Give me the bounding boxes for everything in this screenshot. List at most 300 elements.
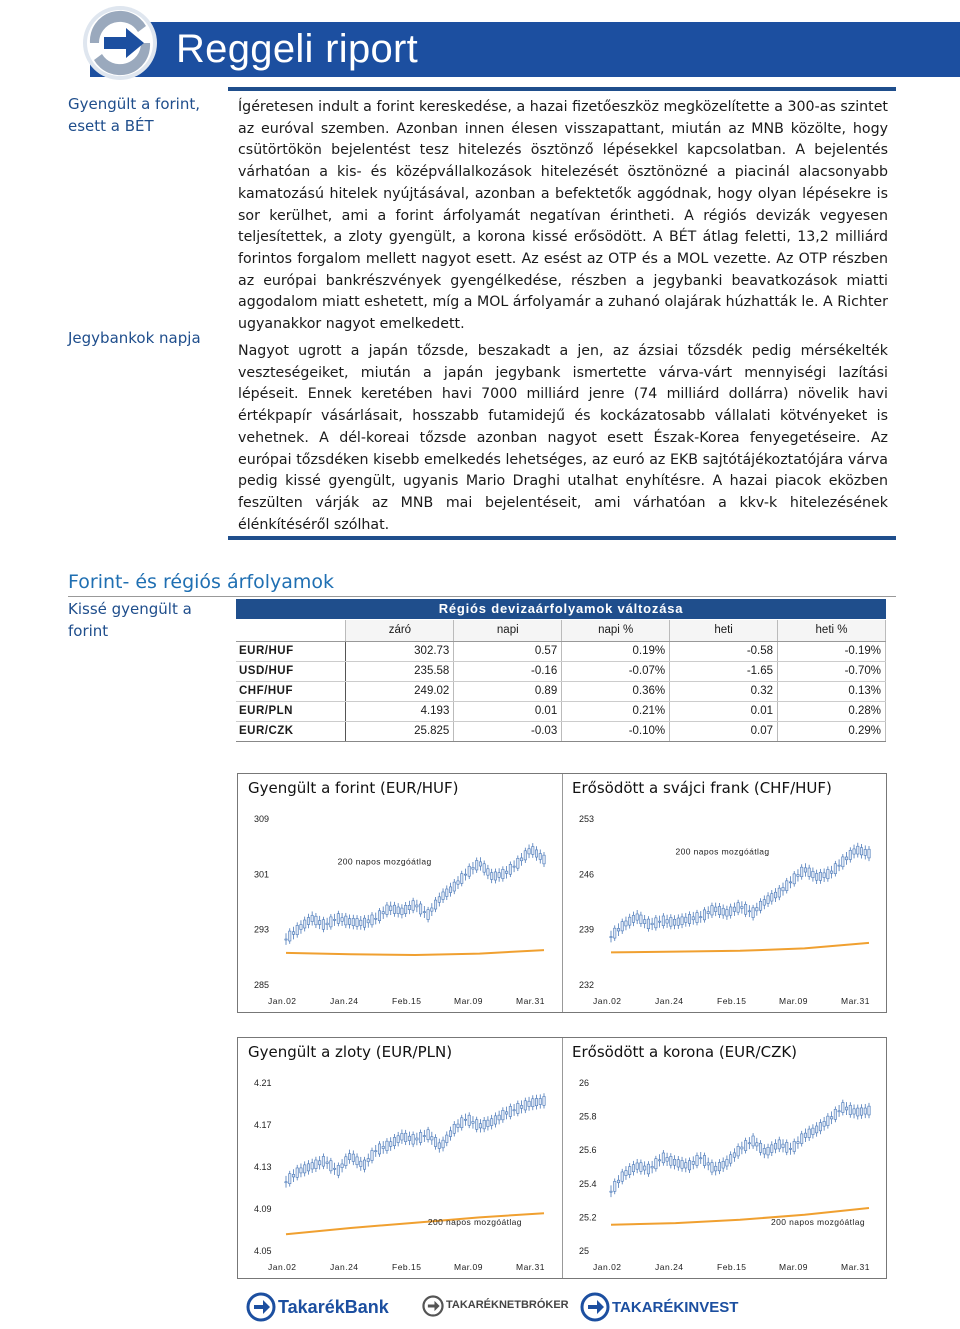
- price-candle-body: [812, 1128, 814, 1134]
- price-candle-body: [774, 892, 776, 898]
- price-candle-body: [487, 1120, 489, 1126]
- price-candle-body: [401, 908, 403, 914]
- price-candle-body: [509, 864, 511, 874]
- price-candle-body: [823, 1121, 825, 1126]
- table-cell: -0.10%: [562, 721, 670, 741]
- price-candle-body: [367, 920, 369, 923]
- price-candle-body: [700, 917, 702, 918]
- price-candle-body: [812, 871, 814, 877]
- price-candle-body: [326, 923, 328, 924]
- price-candle-body: [670, 1156, 672, 1165]
- table-cell: -0.16: [454, 661, 562, 681]
- brand-arrow-logo-icon: [74, 4, 166, 82]
- takarekbank-logo: [246, 1292, 396, 1322]
- table-cell: -0.19%: [778, 641, 886, 661]
- price-candle-body: [457, 881, 459, 884]
- price-candle-body: [412, 901, 414, 910]
- price-candle-body: [673, 919, 675, 925]
- price-candle-body: [296, 925, 298, 934]
- price-candle-body: [868, 849, 870, 858]
- price-candle-body: [849, 850, 851, 859]
- y-tick-label: 301: [254, 869, 270, 880]
- y-tick-label: 25.6: [579, 1145, 597, 1156]
- price-candle-body: [427, 910, 429, 920]
- price-candle-body: [505, 871, 507, 873]
- price-candle-body: [834, 1109, 836, 1119]
- price-candle-body: [498, 873, 500, 878]
- price-candle-body: [793, 874, 795, 884]
- chart-eurczk: [565, 1068, 885, 1276]
- price-candle-body: [431, 908, 433, 911]
- price-candle-body: [625, 1171, 627, 1176]
- price-candle-body: [363, 918, 365, 927]
- x-tick-label: Jan.02: [268, 996, 297, 1006]
- table-cell: EUR/PLN: [236, 701, 346, 721]
- price-candle-body: [487, 869, 489, 875]
- price-candle-body: [367, 1159, 369, 1162]
- table-cell: 4.193: [346, 701, 454, 721]
- price-candle-body: [543, 855, 545, 864]
- y-tick-label: 4.13: [254, 1162, 272, 1172]
- price-candle-body: [700, 1158, 702, 1159]
- price-candle-body: [464, 1119, 466, 1120]
- price-candle-body: [371, 915, 373, 925]
- x-tick-label: Feb.15: [717, 1262, 747, 1272]
- chart-title-eurhuf: Gyengült a forint (EUR/HUF): [248, 779, 459, 797]
- price-candle-body: [479, 862, 481, 866]
- price-candle-body: [509, 1106, 511, 1116]
- price-candle-body: [307, 918, 309, 925]
- price-candle-body: [797, 875, 799, 877]
- price-candle-body: [737, 903, 739, 912]
- moving-average-label: 200 napos mozgóátlag: [770, 1216, 865, 1227]
- price-candle-body: [830, 1117, 832, 1119]
- price-candle-body: [348, 919, 350, 925]
- side-label-central-banks: Jegybankok napja: [68, 329, 201, 347]
- price-candle-body: [318, 921, 320, 925]
- table-row: [236, 641, 886, 661]
- section-title: Forint- és régiós árfolyamok: [68, 571, 335, 593]
- price-candle-body: [532, 847, 534, 855]
- price-candle-body: [296, 1168, 298, 1177]
- price-candle-body: [449, 1131, 451, 1137]
- y-tick-label: 309: [254, 814, 270, 824]
- price-candle-body: [431, 1137, 433, 1140]
- price-candle-body: [330, 1161, 332, 1171]
- table-cell: 0.07: [670, 721, 778, 741]
- price-candle-body: [416, 905, 418, 907]
- panel-divider: [562, 774, 563, 1012]
- y-tick-label: 293: [254, 924, 270, 935]
- price-candle-body: [782, 887, 784, 890]
- price-candle-body: [741, 1147, 743, 1149]
- chart-title-eurczk: Erősödött a korona (EUR/CZK): [572, 1043, 798, 1061]
- price-candle-body: [786, 881, 788, 891]
- price-candle-body: [614, 1181, 616, 1191]
- x-tick-label: Mar.09: [779, 1262, 808, 1272]
- price-candle-body: [453, 1124, 455, 1133]
- price-candle-body: [752, 1136, 754, 1146]
- price-candle-body: [539, 1099, 541, 1105]
- table-cell: EUR/HUF: [236, 641, 346, 661]
- price-candle-body: [617, 1180, 619, 1183]
- price-candle-body: [446, 1135, 448, 1143]
- price-candle-body: [771, 1145, 773, 1153]
- moving-average-line: [611, 943, 869, 953]
- price-candle-body: [337, 1165, 339, 1175]
- price-candle-body: [797, 1142, 799, 1144]
- table-cell: -0.70%: [778, 661, 886, 681]
- price-candle-body: [423, 1136, 425, 1137]
- price-candle-body: [842, 857, 844, 867]
- price-candle-body: [412, 1135, 414, 1145]
- price-candle-body: [408, 905, 410, 909]
- price-candle-body: [610, 1191, 612, 1192]
- price-candle-body: [640, 915, 642, 924]
- price-candle-body: [303, 920, 305, 928]
- price-candle-body: [628, 917, 630, 925]
- price-candle-body: [714, 907, 716, 912]
- price-candle-body: [438, 897, 440, 902]
- price-candle-body: [285, 939, 287, 940]
- moving-average-label: 200 napos mozgóátlag: [337, 856, 432, 867]
- price-candle-body: [707, 1163, 709, 1165]
- price-candle-body: [703, 1155, 705, 1165]
- price-candle-body: [360, 920, 362, 925]
- takarekinvest-logo: [580, 1292, 739, 1322]
- news-paragraph-central-banks: Nagyot ugrott a japán tőzsde, beszakadt a jen, az ázsiai tőzsdék pedig mérsékelték veszteségeiket, miután a japán jegybank ismertette várva-várt mennyiségi lazítási lépéseit. Ennek keretében havi 7000 milliárd jenre (74 milliárd dollárra) növelik havi értékpapír vásárlásait, hosszabb futamidejű és kockázatosabb vállalati kötvényeket is vehetnek. A dél-koreai tőzsde azonban nagyot esett Észak-Korea fenyegetéseire. Az európai tőzsdéken kisebb emelkedés lehetséges, az euró az EKB sajtótájékoztatójára várva pedig kissé gyengült, ugyanis Mario Draghi utalhat enyhítésre. A hazai piacok eközben feszülten várják az MNB mai bejelentéseit, ami várhatóan a kkv-k hitelezésének élénkítéséről szólhat.: [238, 343, 888, 533]
- x-tick-label: Jan.24: [330, 1262, 359, 1272]
- price-candle-body: [789, 1148, 791, 1149]
- price-candle-body: [502, 1110, 504, 1119]
- price-candle-body: [505, 1112, 507, 1114]
- price-candle-body: [311, 1163, 313, 1169]
- price-candle-body: [763, 900, 765, 905]
- price-candle-body: [651, 923, 653, 924]
- news-text-box: [228, 87, 896, 540]
- price-candle-body: [819, 1123, 821, 1131]
- report-header: [0, 0, 960, 82]
- price-candle-body: [285, 1182, 287, 1183]
- footer-logos: [0, 1286, 960, 1326]
- price-candle-body: [371, 1151, 373, 1161]
- price-candle-body: [640, 1163, 642, 1172]
- price-candle-body: [804, 868, 806, 872]
- table-header: záró: [346, 620, 454, 641]
- table-cell: 235.58: [346, 661, 454, 681]
- price-candle-body: [670, 917, 672, 926]
- x-tick-label: Jan.02: [593, 1262, 622, 1272]
- price-candle-body: [804, 1133, 806, 1137]
- price-candle-body: [688, 914, 690, 923]
- price-candle-body: [363, 1160, 365, 1169]
- price-candle-body: [853, 1109, 855, 1114]
- price-candle-body: [427, 1130, 429, 1140]
- price-candle-body: [756, 908, 758, 911]
- price-candle-body: [696, 913, 698, 923]
- table-cell: 0.19%: [562, 641, 670, 661]
- price-candle-body: [711, 1163, 713, 1172]
- price-candle-body: [767, 1147, 769, 1155]
- price-candle-body: [401, 1133, 403, 1140]
- price-candle-body: [868, 1106, 870, 1115]
- table-cell: -0.58: [670, 641, 778, 661]
- price-candle-body: [838, 865, 840, 866]
- price-candle-body: [778, 1140, 780, 1149]
- price-candle-body: [655, 1159, 657, 1169]
- price-candle-body: [849, 1105, 851, 1114]
- price-candle-body: [322, 1156, 324, 1166]
- table-cell: 0.89: [454, 681, 562, 701]
- price-candle-body: [808, 868, 810, 876]
- price-candle-body: [393, 1137, 395, 1145]
- price-candle-body: [517, 1103, 519, 1113]
- takarekbank-emblem-icon: [246, 1292, 276, 1322]
- price-candle-body: [311, 915, 313, 921]
- price-candle-body: [718, 1162, 720, 1170]
- y-tick-label: 239: [579, 924, 595, 935]
- price-candle-body: [378, 1144, 380, 1154]
- price-candle-body: [655, 918, 657, 928]
- table-row: [236, 661, 886, 681]
- table-header: heti: [670, 620, 778, 641]
- price-candle-body: [748, 1143, 750, 1144]
- price-candle-body: [442, 892, 444, 900]
- table-cell: 0.21%: [562, 701, 670, 721]
- price-candle-body: [524, 851, 526, 860]
- table-cell: CHF/HUF: [236, 681, 346, 701]
- price-candle-body: [864, 849, 866, 855]
- price-candle-body: [397, 907, 399, 914]
- price-candle-body: [490, 1119, 492, 1126]
- price-candle-body: [685, 917, 687, 922]
- price-candle-body: [733, 1153, 735, 1157]
- price-candle-body: [423, 912, 425, 913]
- price-candle-body: [513, 1110, 515, 1111]
- price-candle-body: [408, 1136, 410, 1140]
- price-candle-body: [446, 889, 448, 896]
- price-candle-body: [786, 1142, 788, 1152]
- price-candle-body: [774, 1143, 776, 1149]
- price-candle-body: [502, 869, 504, 878]
- chart-eurpln: [240, 1068, 560, 1276]
- table-header: [236, 620, 346, 641]
- x-tick-label: Jan.24: [655, 996, 684, 1006]
- price-candle-body: [289, 931, 291, 941]
- y-tick-label: 25.2: [579, 1212, 597, 1223]
- price-candle-body: [356, 919, 358, 927]
- price-candle-body: [461, 1118, 463, 1128]
- price-candle-body: [643, 1166, 645, 1170]
- takareknetbroker-emblem-icon: [422, 1295, 444, 1317]
- takareknetbroker-logo: [422, 1292, 569, 1322]
- price-candle-body: [662, 1153, 664, 1163]
- price-candle-body: [520, 1105, 522, 1108]
- price-candle-body: [330, 917, 332, 927]
- price-candle-body: [449, 887, 451, 893]
- side-label-forint-weakened: Kissé gyengült a forint: [68, 600, 192, 640]
- price-candle-body: [356, 1157, 358, 1165]
- price-candle-body: [748, 911, 750, 912]
- price-candle-body: [827, 1116, 829, 1125]
- price-candle-body: [752, 908, 754, 918]
- price-candle-body: [614, 928, 616, 938]
- price-candle-body: [483, 1120, 485, 1129]
- price-candle-body: [333, 1168, 335, 1169]
- price-candle-body: [688, 1161, 690, 1170]
- price-candle-body: [289, 1174, 291, 1184]
- price-candle-body: [722, 1161, 724, 1168]
- price-candle-body: [475, 1120, 477, 1130]
- price-candle-body: [722, 908, 724, 915]
- x-tick-label: Mar.09: [779, 996, 808, 1006]
- price-candle-body: [543, 1097, 545, 1106]
- price-candle-body: [472, 867, 474, 869]
- charts-panel-bottom: [237, 1037, 887, 1279]
- price-candle-body: [647, 1164, 649, 1174]
- price-candle-body: [315, 1160, 317, 1169]
- moving-average-line: [286, 950, 544, 955]
- price-candle-body: [532, 1099, 534, 1107]
- price-candle-body: [808, 1129, 810, 1138]
- price-candle-body: [632, 915, 634, 922]
- price-candle-body: [416, 1138, 418, 1140]
- price-candle-body: [341, 1164, 343, 1168]
- price-candle-body: [303, 1165, 305, 1173]
- price-candle-body: [300, 1168, 302, 1173]
- price-candle-body: [677, 918, 679, 925]
- price-candle-body: [434, 1137, 436, 1146]
- table-cell: 0.36%: [562, 681, 670, 701]
- price-candle-body: [397, 1136, 399, 1143]
- price-candle-body: [741, 907, 743, 909]
- price-candle-body: [681, 917, 683, 925]
- y-tick-label: 26: [579, 1078, 590, 1088]
- price-candle-body: [352, 918, 354, 925]
- price-candle-body: [461, 874, 463, 884]
- price-candle-body: [838, 1111, 840, 1112]
- price-candle-body: [326, 1162, 328, 1164]
- x-tick-label: Mar.31: [516, 996, 545, 1006]
- price-candle-body: [475, 860, 477, 869]
- price-candle-body: [517, 858, 519, 868]
- price-candle-body: [759, 1143, 761, 1152]
- y-tick-label: 285: [254, 980, 270, 990]
- table-header-row: [236, 620, 886, 641]
- moving-average-label: 200 napos mozgóátlag: [427, 1216, 522, 1227]
- price-candle-body: [528, 849, 530, 854]
- price-candle-body: [834, 864, 836, 874]
- price-candle-body: [647, 919, 649, 929]
- price-candle-body: [677, 1160, 679, 1167]
- takarekbank-logo-text: TakarékBank: [278, 1297, 389, 1317]
- table-header: napi %: [562, 620, 670, 641]
- price-candle-body: [815, 1126, 817, 1133]
- price-candle-body: [468, 866, 470, 876]
- price-candle-body: [345, 1157, 347, 1166]
- table-cell: 25.825: [346, 721, 454, 741]
- price-candle-body: [696, 1155, 698, 1165]
- price-candle-body: [419, 1132, 421, 1142]
- x-tick-label: Mar.09: [454, 1262, 483, 1272]
- price-candle-body: [845, 1107, 847, 1110]
- price-candle-body: [703, 910, 705, 920]
- price-candle-body: [524, 1101, 526, 1110]
- price-candle-body: [711, 906, 713, 915]
- price-candle-body: [729, 907, 731, 915]
- y-tick-label: 25.8: [579, 1111, 597, 1122]
- x-tick-label: Jan.24: [655, 1262, 684, 1272]
- price-candle-body: [479, 1124, 481, 1128]
- price-candle-body: [292, 932, 294, 935]
- y-tick-label: 4.17: [254, 1120, 272, 1130]
- price-candle-body: [453, 882, 455, 891]
- price-candle-body: [419, 904, 421, 914]
- price-candle-body: [307, 1164, 309, 1171]
- price-candle-body: [726, 1159, 728, 1166]
- table-cell: 249.02: [346, 681, 454, 701]
- price-candle-body: [685, 1163, 687, 1168]
- price-candle-body: [404, 905, 406, 913]
- price-candle-body: [860, 1108, 862, 1115]
- price-candle-body: [718, 906, 720, 914]
- price-candle-body: [793, 1141, 795, 1151]
- price-candle-body: [823, 873, 825, 878]
- price-candle-body: [352, 1154, 354, 1161]
- price-candle-body: [535, 1098, 537, 1105]
- price-candle-body: [737, 1146, 739, 1156]
- price-candle-body: [382, 912, 384, 914]
- takarekinvest-emblem-icon: [580, 1292, 610, 1322]
- rates-table-caption: Régiós devizaárfolyamok változása: [236, 599, 886, 619]
- chart-eurhuf: [240, 804, 560, 1010]
- section-divider: [68, 596, 896, 597]
- table-cell: 0.28%: [778, 701, 886, 721]
- x-tick-label: Jan.02: [593, 996, 622, 1006]
- price-candle-body: [681, 1160, 683, 1168]
- price-candle-body: [348, 1154, 350, 1160]
- price-candle-body: [386, 905, 388, 914]
- table-cell: 0.32: [670, 681, 778, 701]
- charts-panel-top: [237, 773, 887, 1013]
- price-candle-body: [483, 864, 485, 872]
- y-tick-label: 253: [579, 814, 595, 824]
- price-candle-body: [382, 1146, 384, 1148]
- price-candle-body: [360, 1161, 362, 1166]
- y-tick-label: 25.4: [579, 1178, 597, 1189]
- price-candle-body: [292, 1174, 294, 1177]
- y-tick-label: 246: [579, 869, 595, 880]
- price-candle-body: [472, 1121, 474, 1123]
- price-candle-body: [520, 858, 522, 861]
- x-tick-label: Mar.31: [841, 996, 870, 1006]
- price-candle-body: [658, 921, 660, 922]
- price-candle-body: [662, 916, 664, 926]
- price-candle-body: [673, 1159, 675, 1165]
- price-candle-body: [617, 928, 619, 931]
- price-candle-body: [322, 920, 324, 930]
- x-tick-label: Feb.15: [392, 1262, 422, 1272]
- price-candle-body: [692, 1161, 694, 1164]
- price-candle-body: [539, 854, 541, 860]
- table-cell: USD/HUF: [236, 661, 346, 681]
- price-candle-body: [756, 1143, 758, 1146]
- table-row: [236, 721, 886, 741]
- price-candle-body: [658, 1160, 660, 1161]
- table-cell: 0.13%: [778, 681, 886, 701]
- y-tick-label: 4.09: [254, 1204, 272, 1214]
- price-candle-body: [815, 873, 817, 880]
